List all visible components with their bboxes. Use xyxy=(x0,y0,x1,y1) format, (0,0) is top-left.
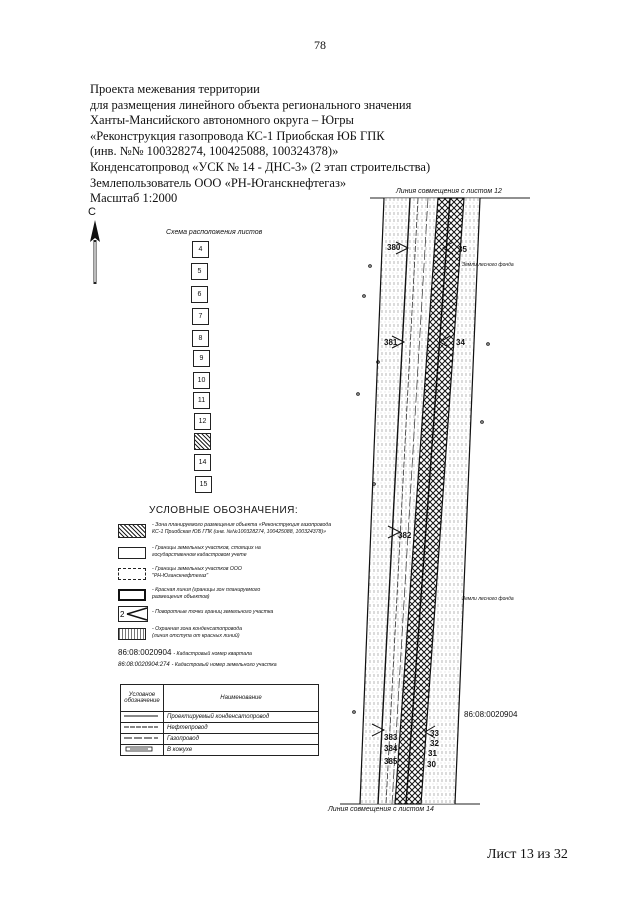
hatch-zone-symbol xyxy=(118,524,146,538)
company-parcel-symbol xyxy=(118,568,146,580)
legend-line: - Зона планируемого размещения объекта «Реконструкция газопровода xyxy=(152,522,332,528)
table-cell: Нефтепровод xyxy=(164,723,319,734)
legend-text xyxy=(152,609,273,616)
scheme-sheet: 14 xyxy=(194,454,211,471)
cadastre-quarter-text: - Кадастровый номер квартала xyxy=(173,651,252,657)
point-number: 34 xyxy=(456,338,465,347)
table-row xyxy=(121,712,319,723)
north-arrow-icon xyxy=(88,220,102,286)
scheme-sheet: 9 xyxy=(193,350,210,367)
legend-line: - Границы земельных участков, стоящих на xyxy=(152,545,261,551)
legend-line: - Охранная зона конденсатопровода xyxy=(152,626,242,632)
point-number: 382 xyxy=(398,531,412,540)
table-cell: В кожухе xyxy=(164,745,319,756)
table-row xyxy=(121,734,319,745)
point-number: 385 xyxy=(384,757,398,766)
legend-line: размещения объектов) xyxy=(152,593,210,600)
north-label: С xyxy=(88,206,96,218)
land-category-label: Земли лесного фонда xyxy=(462,596,514,602)
scheme-sheet: 7 xyxy=(192,308,209,325)
legend-line: государственном кадастровом учете xyxy=(152,551,247,558)
point-number: 32 xyxy=(430,739,439,748)
land-category-label: Земли лесного фонда xyxy=(462,262,514,268)
point-number: 383 xyxy=(384,733,398,742)
legend-line: КС-1 Приобская ЮБ ГПК (инв. №№100328274, 100425088, 100324378)» xyxy=(152,528,327,535)
table-row xyxy=(121,745,319,756)
cadastre-quarter-legend xyxy=(118,648,252,657)
red-line-symbol xyxy=(118,589,146,601)
point-number: 31 xyxy=(428,749,437,758)
title-line: Землепользователь ООО «РН-Юганскнефтегаз» xyxy=(90,175,347,190)
scheme-sheet: 12 xyxy=(194,413,211,430)
point-number: 30 xyxy=(427,760,436,769)
cadastre-parcel-text: - Кадастровый номер земельного участка xyxy=(171,662,277,668)
title-line: Проекта межевания территории xyxy=(90,82,260,96)
point-number: 35 xyxy=(458,245,467,254)
line-symbol-cell xyxy=(121,723,164,734)
point-number: 33 xyxy=(430,729,439,738)
map-drawing xyxy=(340,184,560,824)
title-line: Ханты-Мансийского автономного округа – Югры xyxy=(90,113,354,128)
legend-text xyxy=(152,587,260,600)
legend-text xyxy=(152,522,331,535)
legend-line: - Границы земельных участков ООО xyxy=(152,566,242,572)
scheme-sheet: 8 xyxy=(192,330,209,347)
scheme-sheet-current xyxy=(194,433,211,450)
title-line: Конденсатопровод «УСК № 14 - ДНС-3» (2 этап строительства) xyxy=(90,159,431,174)
legend-title: УСЛОВНЫЕ ОБОЗНАЧЕНИЯ: xyxy=(149,505,299,516)
line-symbol-cell xyxy=(121,745,164,756)
cadastre-quarter-map-label: 86:08:0020904 xyxy=(464,710,518,719)
protection-zone-symbol xyxy=(118,628,146,640)
top-match-line-label: Линия совмещения с листом 12 xyxy=(396,188,502,195)
bottom-match-line-label: Линия совмещения с листом 14 xyxy=(328,806,434,813)
point-number: 380 xyxy=(387,243,401,252)
title-line: Масштаб 1:2000 xyxy=(90,191,178,206)
turning-point-symbol xyxy=(118,606,148,622)
utilities-table xyxy=(120,684,319,756)
legend-line: - Красная линия (границы зон планируемого xyxy=(152,587,261,593)
cadastre-parcel-code: 86:08:0020904:274 xyxy=(118,662,170,668)
table-cell: Газопровод xyxy=(164,734,319,745)
point-number: 381 xyxy=(384,338,398,347)
title-line: «Реконструкция газопровода КС-1 Приобская ЮБ ГПК xyxy=(90,128,385,143)
table-cell: Проектируемый конденсатопровод xyxy=(164,712,319,723)
table-header: Условное обозначение xyxy=(121,685,164,712)
sheet-scheme xyxy=(186,241,226,491)
legend-text xyxy=(152,566,242,579)
point-number: 384 xyxy=(384,744,398,753)
cadastre-quarter-code: 86:08:0020904 xyxy=(118,648,172,657)
parcel-boundary-symbol xyxy=(118,547,146,559)
scheme-sheet: 15 xyxy=(195,476,212,493)
scheme-sheet: 6 xyxy=(191,286,208,303)
page-number: 78 xyxy=(314,38,326,52)
scheme-sheet: 10 xyxy=(193,372,210,389)
scheme-sheet: 4 xyxy=(192,241,209,258)
line-symbol-cell xyxy=(121,734,164,745)
cadastre-parcel-legend xyxy=(118,661,277,668)
legend-line: (линия отступа от красных линий) xyxy=(152,632,240,639)
title-line: для размещения линейного объекта регионального значения xyxy=(90,97,412,112)
legend-line: - Поворотные точки границ земельного участка xyxy=(152,609,274,615)
title-line: (инв. №№ 100328274, 100425088, 100324378)» xyxy=(90,144,339,159)
legend-text xyxy=(152,545,261,558)
legend-text xyxy=(152,626,242,639)
table-header: Наименование xyxy=(164,685,319,712)
line-symbol-cell xyxy=(121,712,164,723)
legend-line: "РН-Юганскнефтегаз" xyxy=(152,572,209,579)
scheme-title: Схема расположения листов xyxy=(166,229,263,236)
turning-point-number: 2 xyxy=(120,610,125,619)
scheme-sheet: 5 xyxy=(191,263,208,280)
table-row xyxy=(121,723,319,734)
scheme-sheet: 11 xyxy=(193,392,210,409)
sheet-footer: Лист 13 из 32 xyxy=(487,847,568,862)
